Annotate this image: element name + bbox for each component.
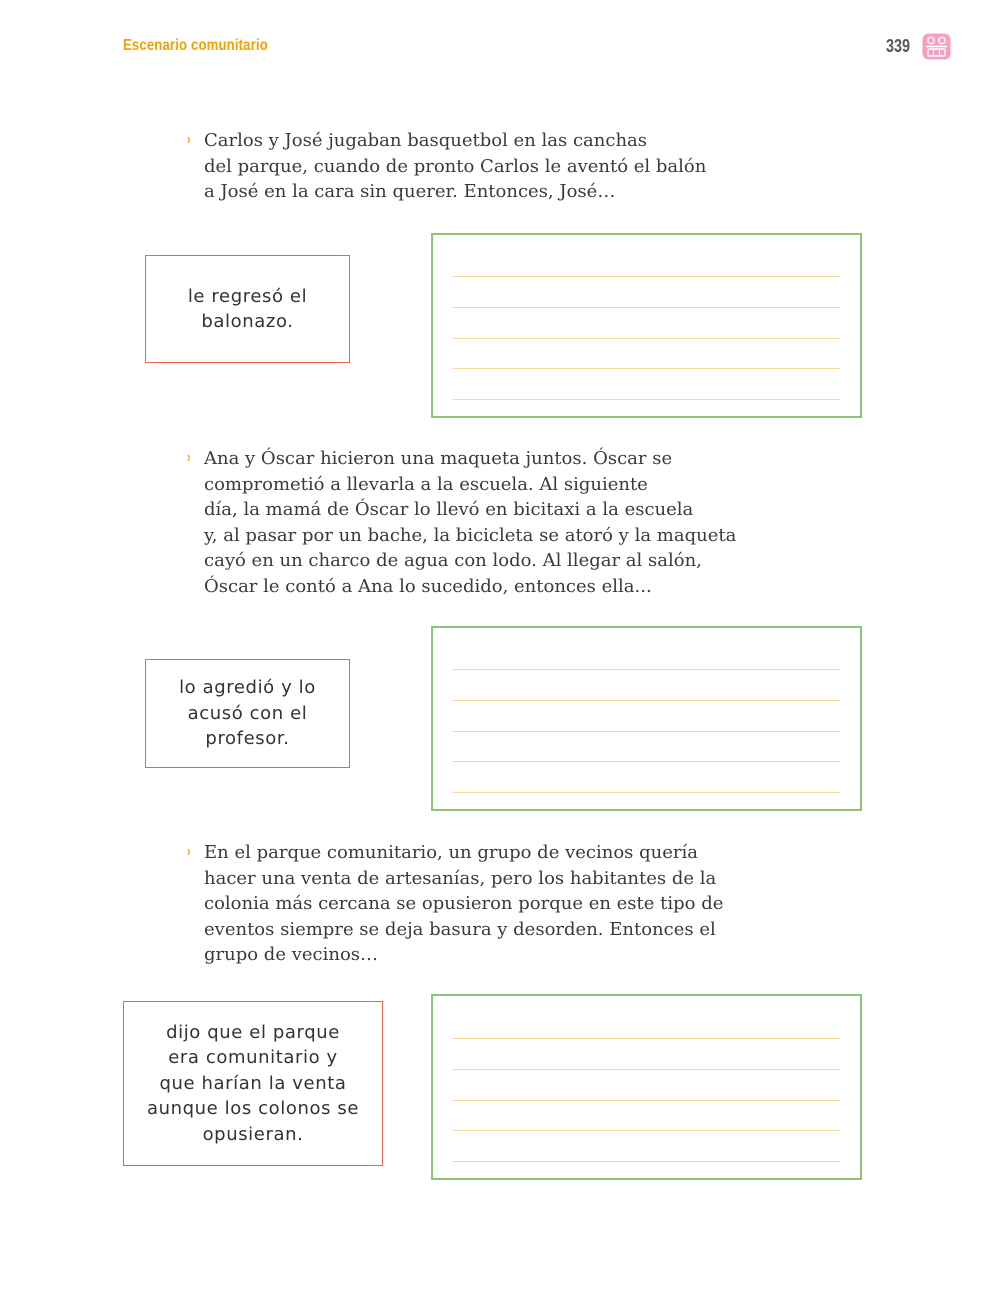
bullet-marker: ›: [187, 843, 191, 860]
writing-line: [453, 1038, 840, 1039]
writing-line: [453, 1161, 840, 1162]
writing-line: [453, 700, 840, 701]
section-title: Escenario comunitario: [123, 37, 268, 54]
writing-line: [453, 399, 840, 400]
writing-line: [453, 338, 840, 339]
response-card: lo agredió y lo acusó con el profesor.: [145, 659, 350, 768]
bullet-marker: ›: [187, 449, 191, 466]
writing-line: [453, 761, 840, 762]
writing-line: [453, 792, 840, 793]
community-glyph-icon: [922, 33, 951, 60]
page-number: 339: [886, 36, 911, 56]
writing-line: [453, 1130, 840, 1131]
writing-box[interactable]: [431, 994, 862, 1180]
scenario-text: Carlos y José jugaban basquetbol en las canchas del parque, cuando de pronto Carlos le aventó el balón a José en la cara sin querer. Entonces, José…: [204, 130, 707, 202]
writing-box[interactable]: [431, 626, 862, 811]
writing-line: [453, 368, 840, 369]
scenario-text: En el parque comunitario, un grupo de vecinos quería hacer una venta de artesanías, pero los habitantes de la colonia más cercana se opusieron porque en este tipo de eventos siempre se deja basura y desorden. Entonces el grupo de vecinos…: [204, 842, 724, 965]
writing-box[interactable]: [431, 233, 862, 418]
writing-line: [453, 1100, 840, 1101]
scenario-text: Ana y Óscar hicieron una maqueta juntos. Óscar se comprometió a llevarla a la escuela. Al siguiente día, la mamá de Óscar lo llevó en bicitaxi a la escuela y, al pasar por un bache, la bicicleta se atoró y la maqueta cayó en un charco de agua con lodo. Al llegar al salón, Óscar le contó a Ana lo sucedido, entonces ella...: [204, 448, 737, 597]
writing-line: [453, 276, 840, 277]
writing-line: [453, 1069, 840, 1070]
bullet-marker: ›: [187, 131, 191, 148]
response-card: dijo que el parque era comunitario y que harían la venta aunque los colonos se opusieran.: [123, 1001, 383, 1166]
response-card: le regresó el balonazo.: [145, 255, 350, 363]
writing-line: [453, 731, 840, 732]
writing-line: [453, 669, 840, 670]
writing-line: [453, 307, 840, 308]
